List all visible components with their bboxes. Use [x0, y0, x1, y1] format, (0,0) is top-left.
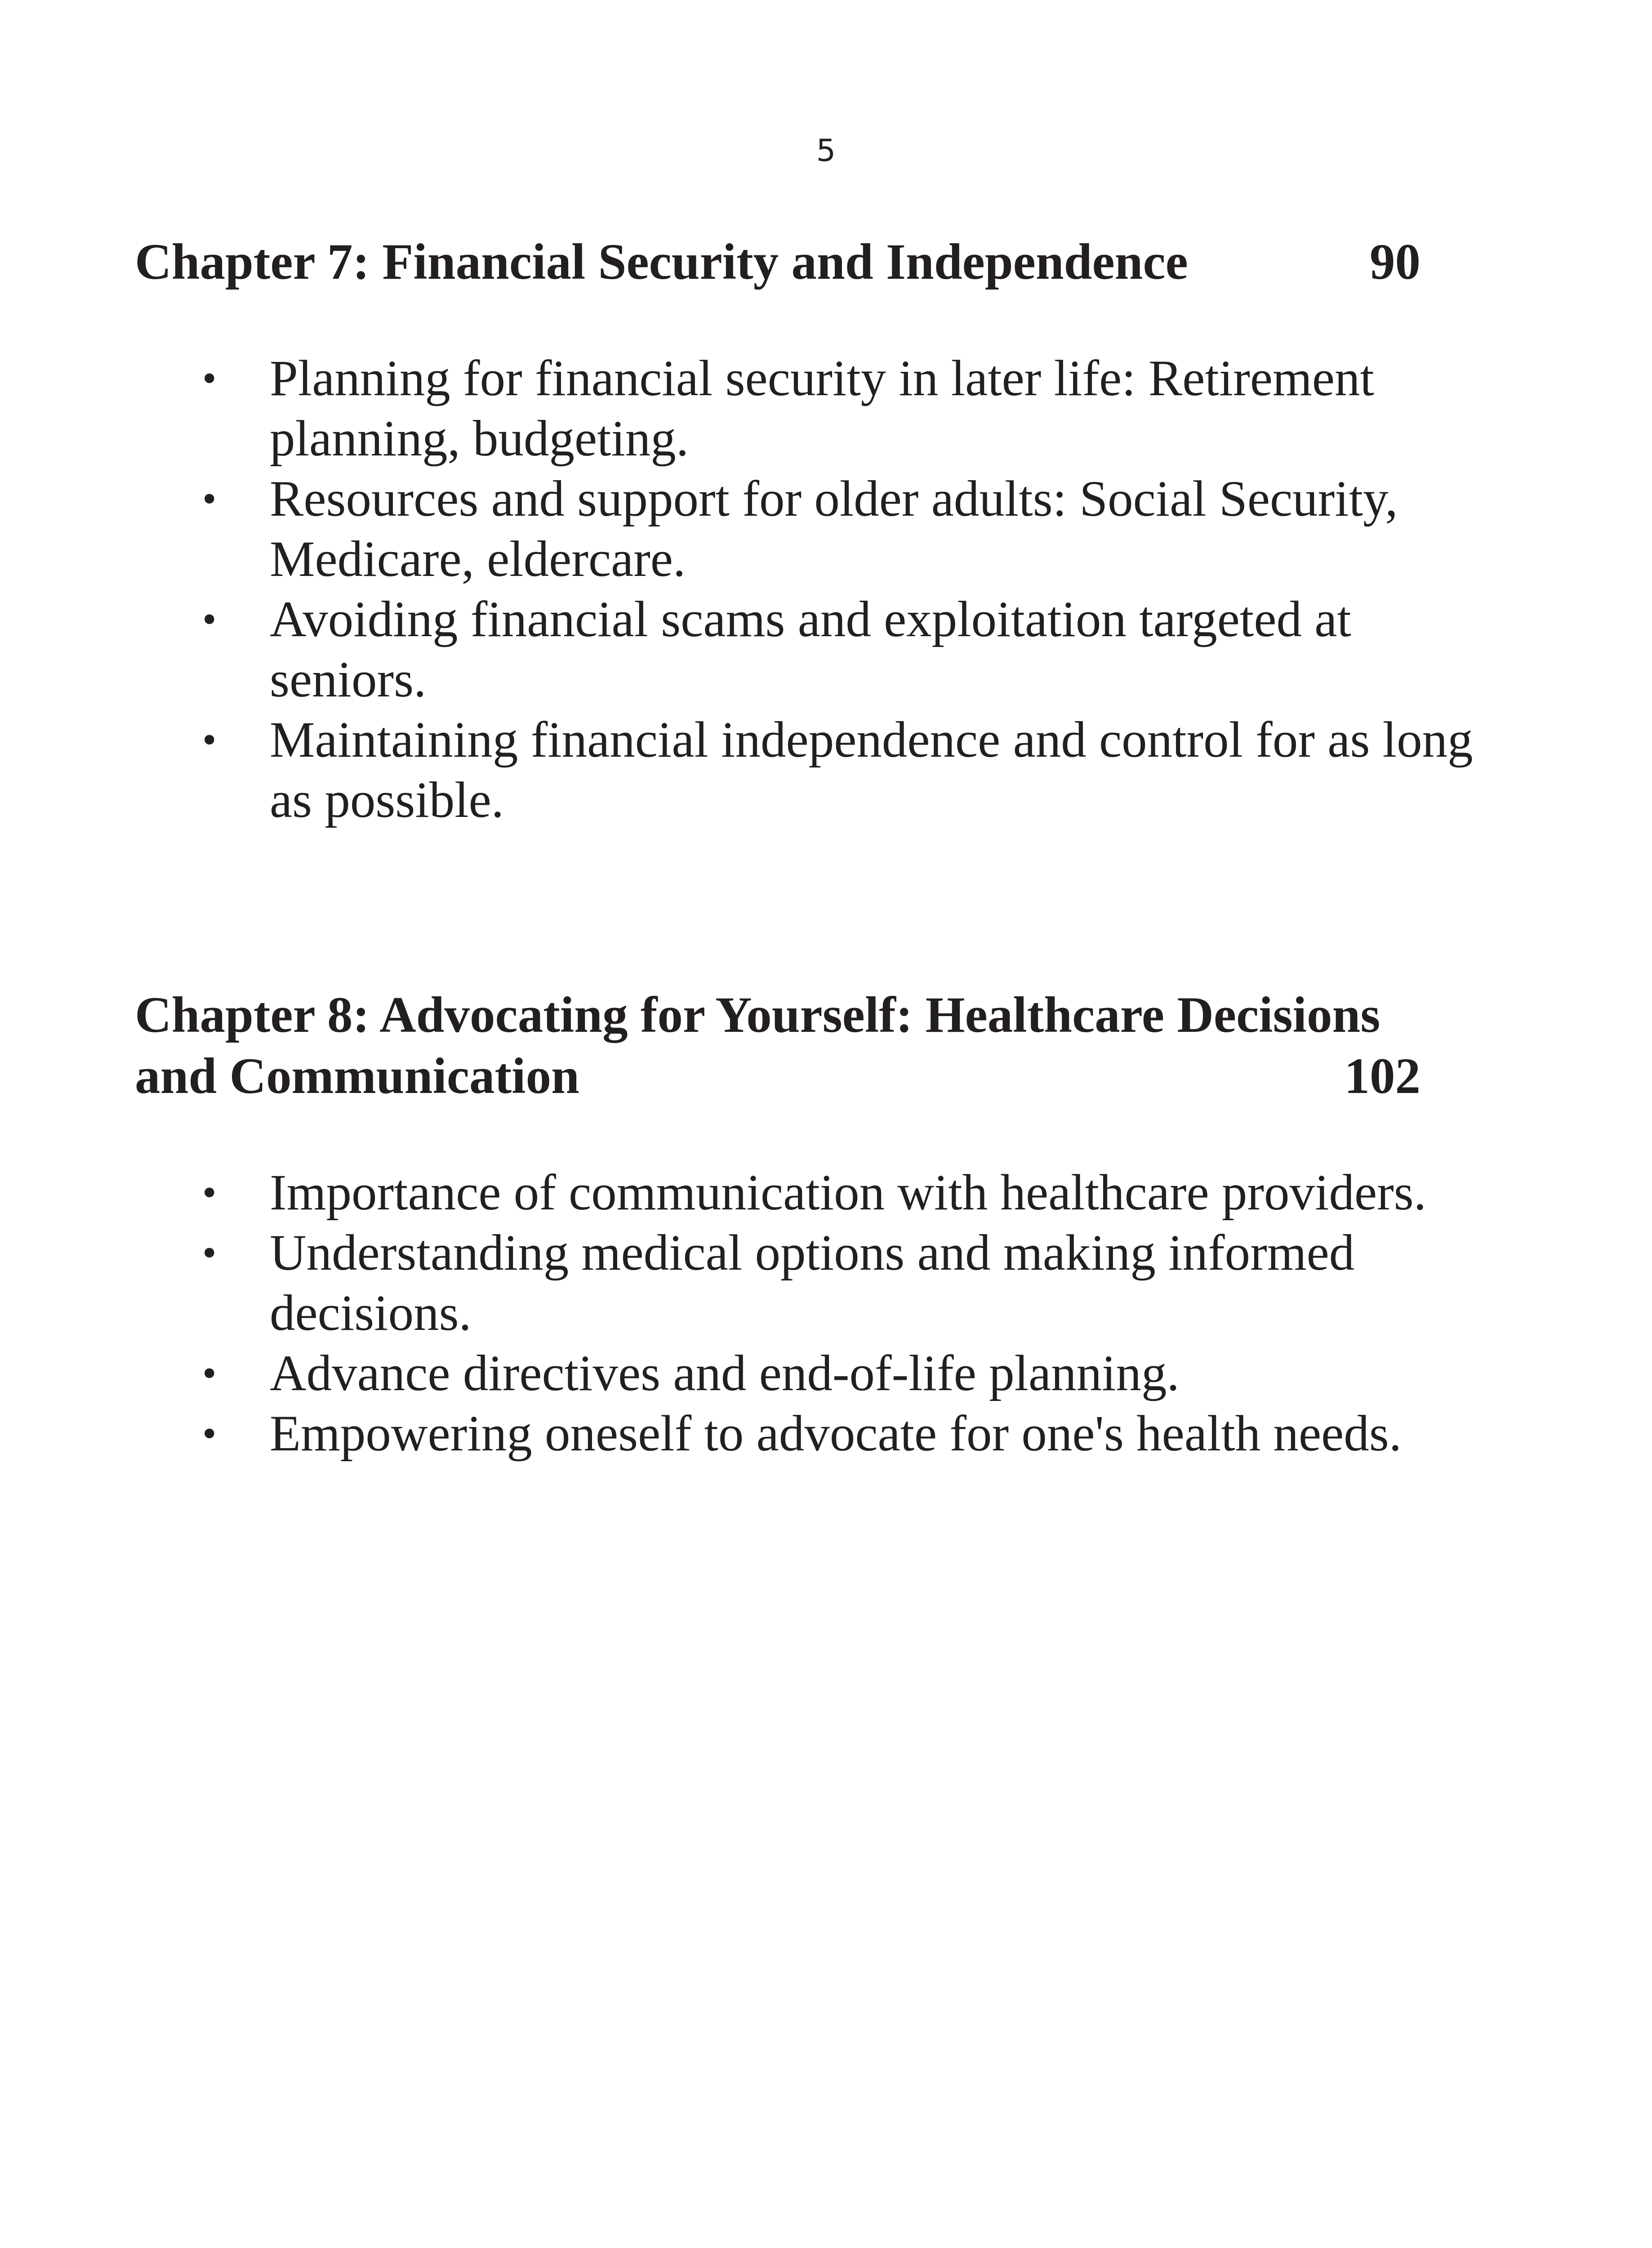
bullet-icon: •	[202, 477, 217, 521]
list-item	[135, 469, 1515, 589]
list-item	[135, 710, 1515, 830]
chapter-page-number: 102	[1344, 1048, 1420, 1104]
list-item-text: Empowering oneself to advocate for one's health needs.	[270, 1405, 1402, 1462]
list-item-text: Understanding medical options and making informed decisions.	[270, 1225, 1355, 1341]
list-item-text: Planning for financial security in later life: Retirement planning, budgeting.	[270, 350, 1374, 467]
list-item-text: Maintaining financial independence and control for as long as possible.	[270, 712, 1473, 828]
chapter-7-section	[135, 232, 1515, 830]
bullet-list	[135, 1163, 1515, 1464]
chapter-title: Chapter 8: Advocating for Yourself: Healthcare Decisions and Communication	[135, 987, 1380, 1104]
chapter-page-number: 90	[1370, 234, 1420, 290]
list-item-text: Importance of communication with healthcare providers.	[270, 1164, 1426, 1221]
list-item	[135, 1343, 1515, 1404]
bullet-icon: •	[202, 1411, 217, 1456]
list-item-text: Avoiding financial scams and exploitation targeted at seniors.	[270, 591, 1351, 708]
list-item	[135, 348, 1515, 469]
list-item-text: Advance directives and end-of-life planning.	[270, 1345, 1180, 1401]
chapter-title: Chapter 7: Financial Security and Independence	[135, 234, 1188, 290]
page-number: 5	[816, 133, 836, 169]
list-item	[135, 589, 1515, 710]
list-item	[135, 1404, 1515, 1464]
list-item	[135, 1223, 1515, 1343]
list-item	[135, 1163, 1515, 1223]
bullet-icon: •	[202, 356, 217, 401]
bullet-icon: •	[202, 597, 217, 642]
bullet-icon: •	[202, 1231, 217, 1275]
bullet-list	[135, 348, 1515, 830]
bullet-icon: •	[202, 1170, 217, 1215]
chapter-8-section	[135, 985, 1515, 1464]
list-item-text: Resources and support for older adults: Social Security, Medicare, eldercare.	[270, 471, 1398, 587]
chapter-heading	[135, 985, 1420, 1107]
bullet-icon: •	[202, 718, 217, 762]
bullet-icon: •	[202, 1351, 217, 1396]
chapter-heading	[135, 232, 1420, 293]
